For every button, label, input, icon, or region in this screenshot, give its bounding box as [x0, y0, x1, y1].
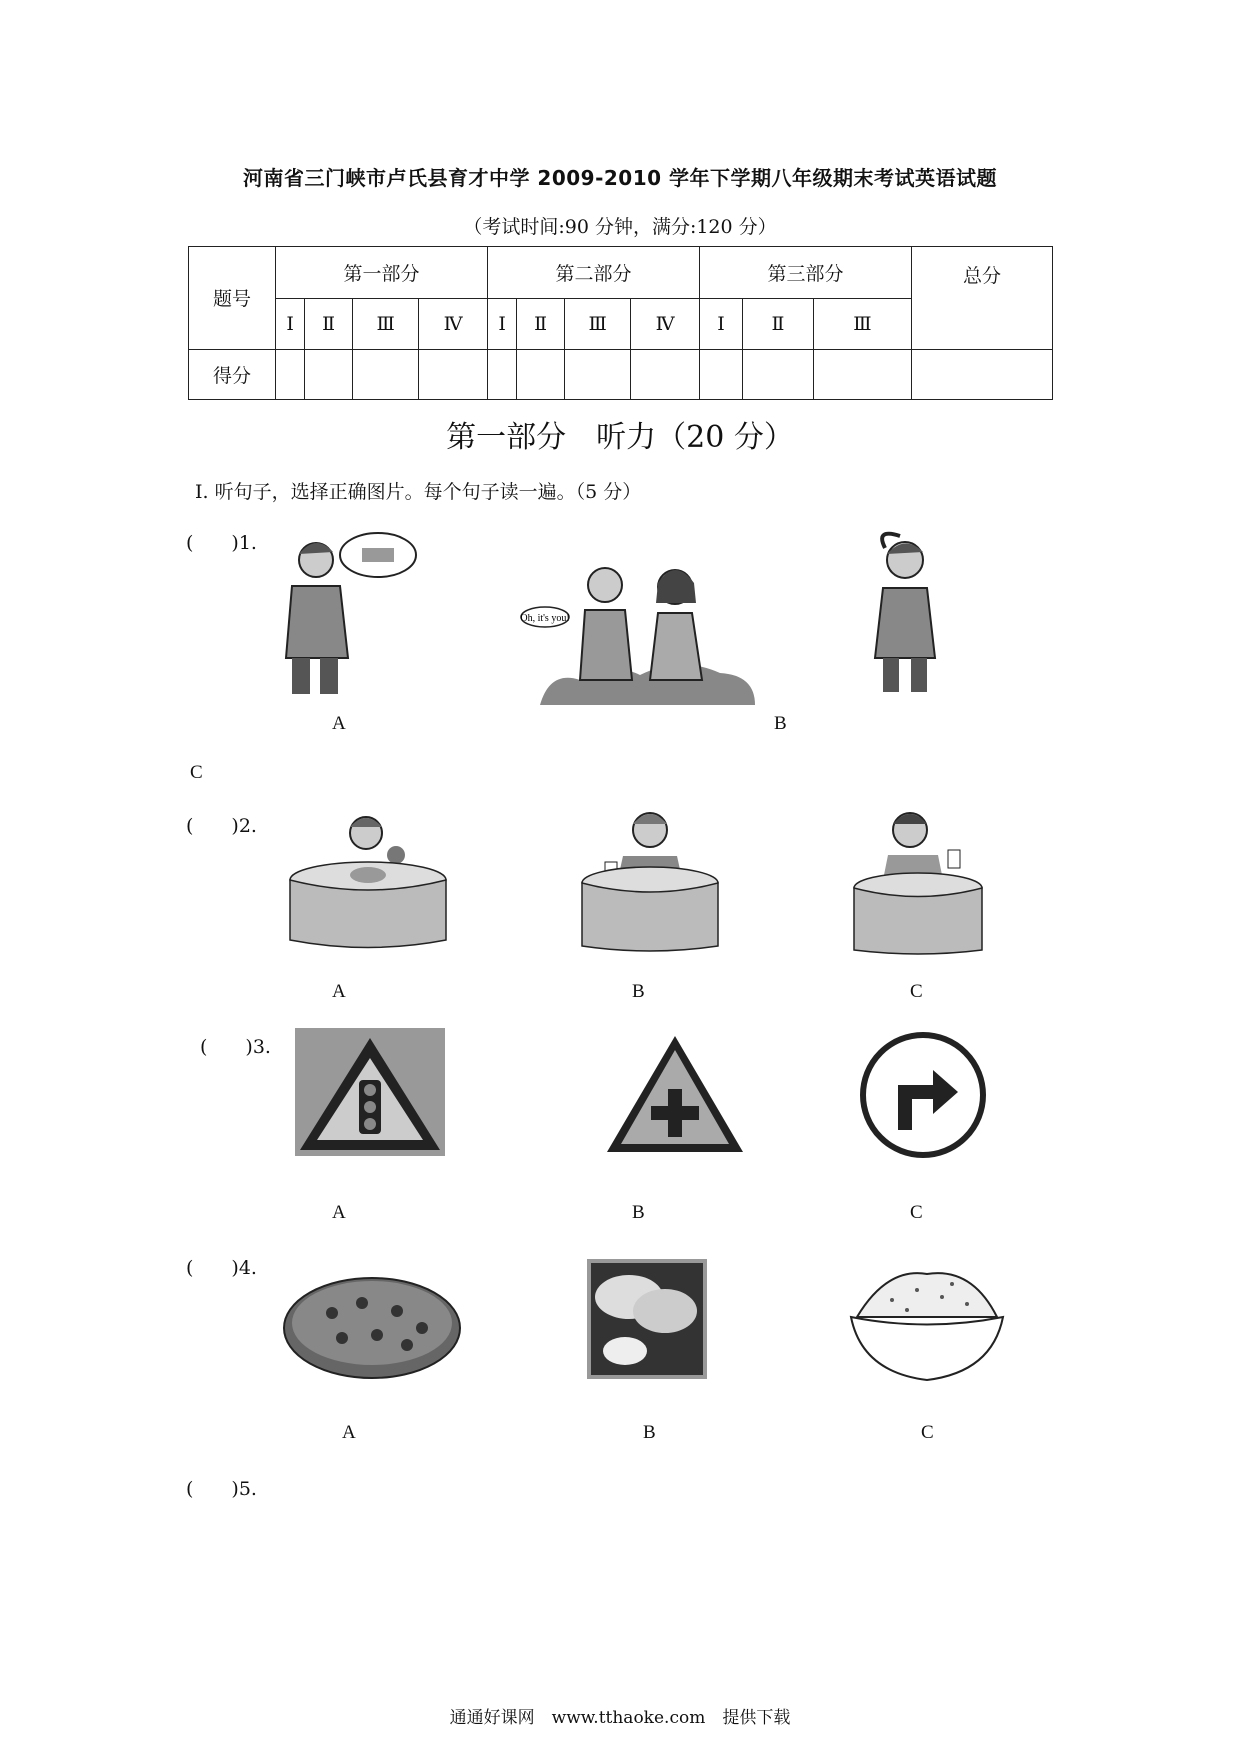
- q1-option-b-label[interactable]: B: [774, 713, 787, 734]
- exam-title: 河南省三门峡市卢氏县育才中学 2009-2010 学年下学期八年级期末考试英语试题: [242, 166, 998, 190]
- sub-part1-3: Ⅲ: [352, 299, 418, 349]
- question-2-number[interactable]: ( )2.: [186, 815, 257, 837]
- score-cell[interactable]: [419, 349, 488, 399]
- group-header-part3: 第三部分: [699, 247, 911, 299]
- score-cell[interactable]: [813, 349, 911, 399]
- score-cell[interactable]: [631, 349, 700, 399]
- q2-option-c-image: [848, 800, 988, 955]
- q4-dumplings-image: [587, 1259, 707, 1379]
- q1-option-c-label[interactable]: C: [190, 762, 203, 783]
- question-5-number[interactable]: ( )5.: [186, 1478, 257, 1500]
- score-cell[interactable]: [564, 349, 630, 399]
- exam-subtitle: （考试时间:90 分钟，满分:120 分）: [463, 216, 777, 238]
- q2-option-a-image: [278, 805, 458, 955]
- score-cell[interactable]: [487, 349, 516, 399]
- q1-speech-bubble: Oh, it's you!: [520, 613, 570, 624]
- q2-option-b-label[interactable]: B: [632, 981, 645, 1002]
- q3-crossroad-sign-icon: [605, 1034, 745, 1156]
- sub-part1-1: Ⅰ: [276, 299, 305, 349]
- score-cell[interactable]: [352, 349, 418, 399]
- q1-option-a-image: [270, 528, 420, 698]
- sub-part2-4: Ⅳ: [631, 299, 700, 349]
- total-header: 总分: [912, 247, 1053, 350]
- score-cell[interactable]: [743, 349, 814, 399]
- q2-option-b-image: [575, 798, 725, 953]
- q4-rice-bowl-image: [847, 1262, 1007, 1387]
- sub-part1-2: Ⅱ: [305, 299, 353, 349]
- q3-option-c-label[interactable]: C: [910, 1202, 923, 1223]
- sub-part3-2: Ⅱ: [743, 299, 814, 349]
- sub-part2-1: Ⅰ: [487, 299, 516, 349]
- q3-traffic-light-sign-icon: [295, 1028, 445, 1156]
- question-3-number[interactable]: ( )3.: [200, 1036, 271, 1058]
- q4-option-c-label[interactable]: C: [921, 1422, 934, 1443]
- q3-option-a-label[interactable]: A: [332, 1202, 346, 1223]
- sub-part1-4: Ⅳ: [419, 299, 488, 349]
- group-header-part1: 第一部分: [276, 247, 488, 299]
- q3-turn-right-sign-icon: [858, 1030, 988, 1160]
- score-table: [188, 246, 1053, 400]
- score-cell[interactable]: [699, 349, 742, 399]
- q2-option-a-label[interactable]: A: [332, 981, 346, 1002]
- question-1-number[interactable]: ( )1.: [186, 532, 257, 554]
- q4-pizza-image: [282, 1273, 462, 1383]
- sub-part3-1: Ⅰ: [699, 299, 742, 349]
- score-cell[interactable]: [517, 349, 565, 399]
- footer-credit: 通通好课网 www.tthaoke.com 提供下载: [449, 1708, 791, 1728]
- question-4-number[interactable]: ( )4.: [186, 1257, 257, 1279]
- section-heading: 第一部分 听力（20 分）: [446, 420, 794, 455]
- sub-part2-2: Ⅱ: [517, 299, 565, 349]
- q1-option-a-label[interactable]: A: [332, 713, 346, 734]
- row-header-score: 得分: [189, 349, 276, 399]
- q3-option-b-label[interactable]: B: [632, 1202, 645, 1223]
- sub-part2-3: Ⅲ: [564, 299, 630, 349]
- q2-option-c-label[interactable]: C: [910, 981, 923, 1002]
- sub-part3-3: Ⅲ: [813, 299, 911, 349]
- score-cell[interactable]: [305, 349, 353, 399]
- total-score-cell[interactable]: [912, 349, 1053, 399]
- q4-option-b-label[interactable]: B: [643, 1422, 656, 1443]
- q4-option-a-label[interactable]: A: [342, 1422, 356, 1443]
- row-header-question: 题号: [189, 247, 276, 350]
- score-cell[interactable]: [276, 349, 305, 399]
- question-intro: Ⅰ. 听句子，选择正确图片。每个句子读一遍。（5 分）: [195, 481, 642, 503]
- q1-option-b-image: [520, 555, 760, 705]
- q1-option-c-image: [845, 528, 965, 693]
- group-header-part2: 第二部分: [487, 247, 699, 299]
